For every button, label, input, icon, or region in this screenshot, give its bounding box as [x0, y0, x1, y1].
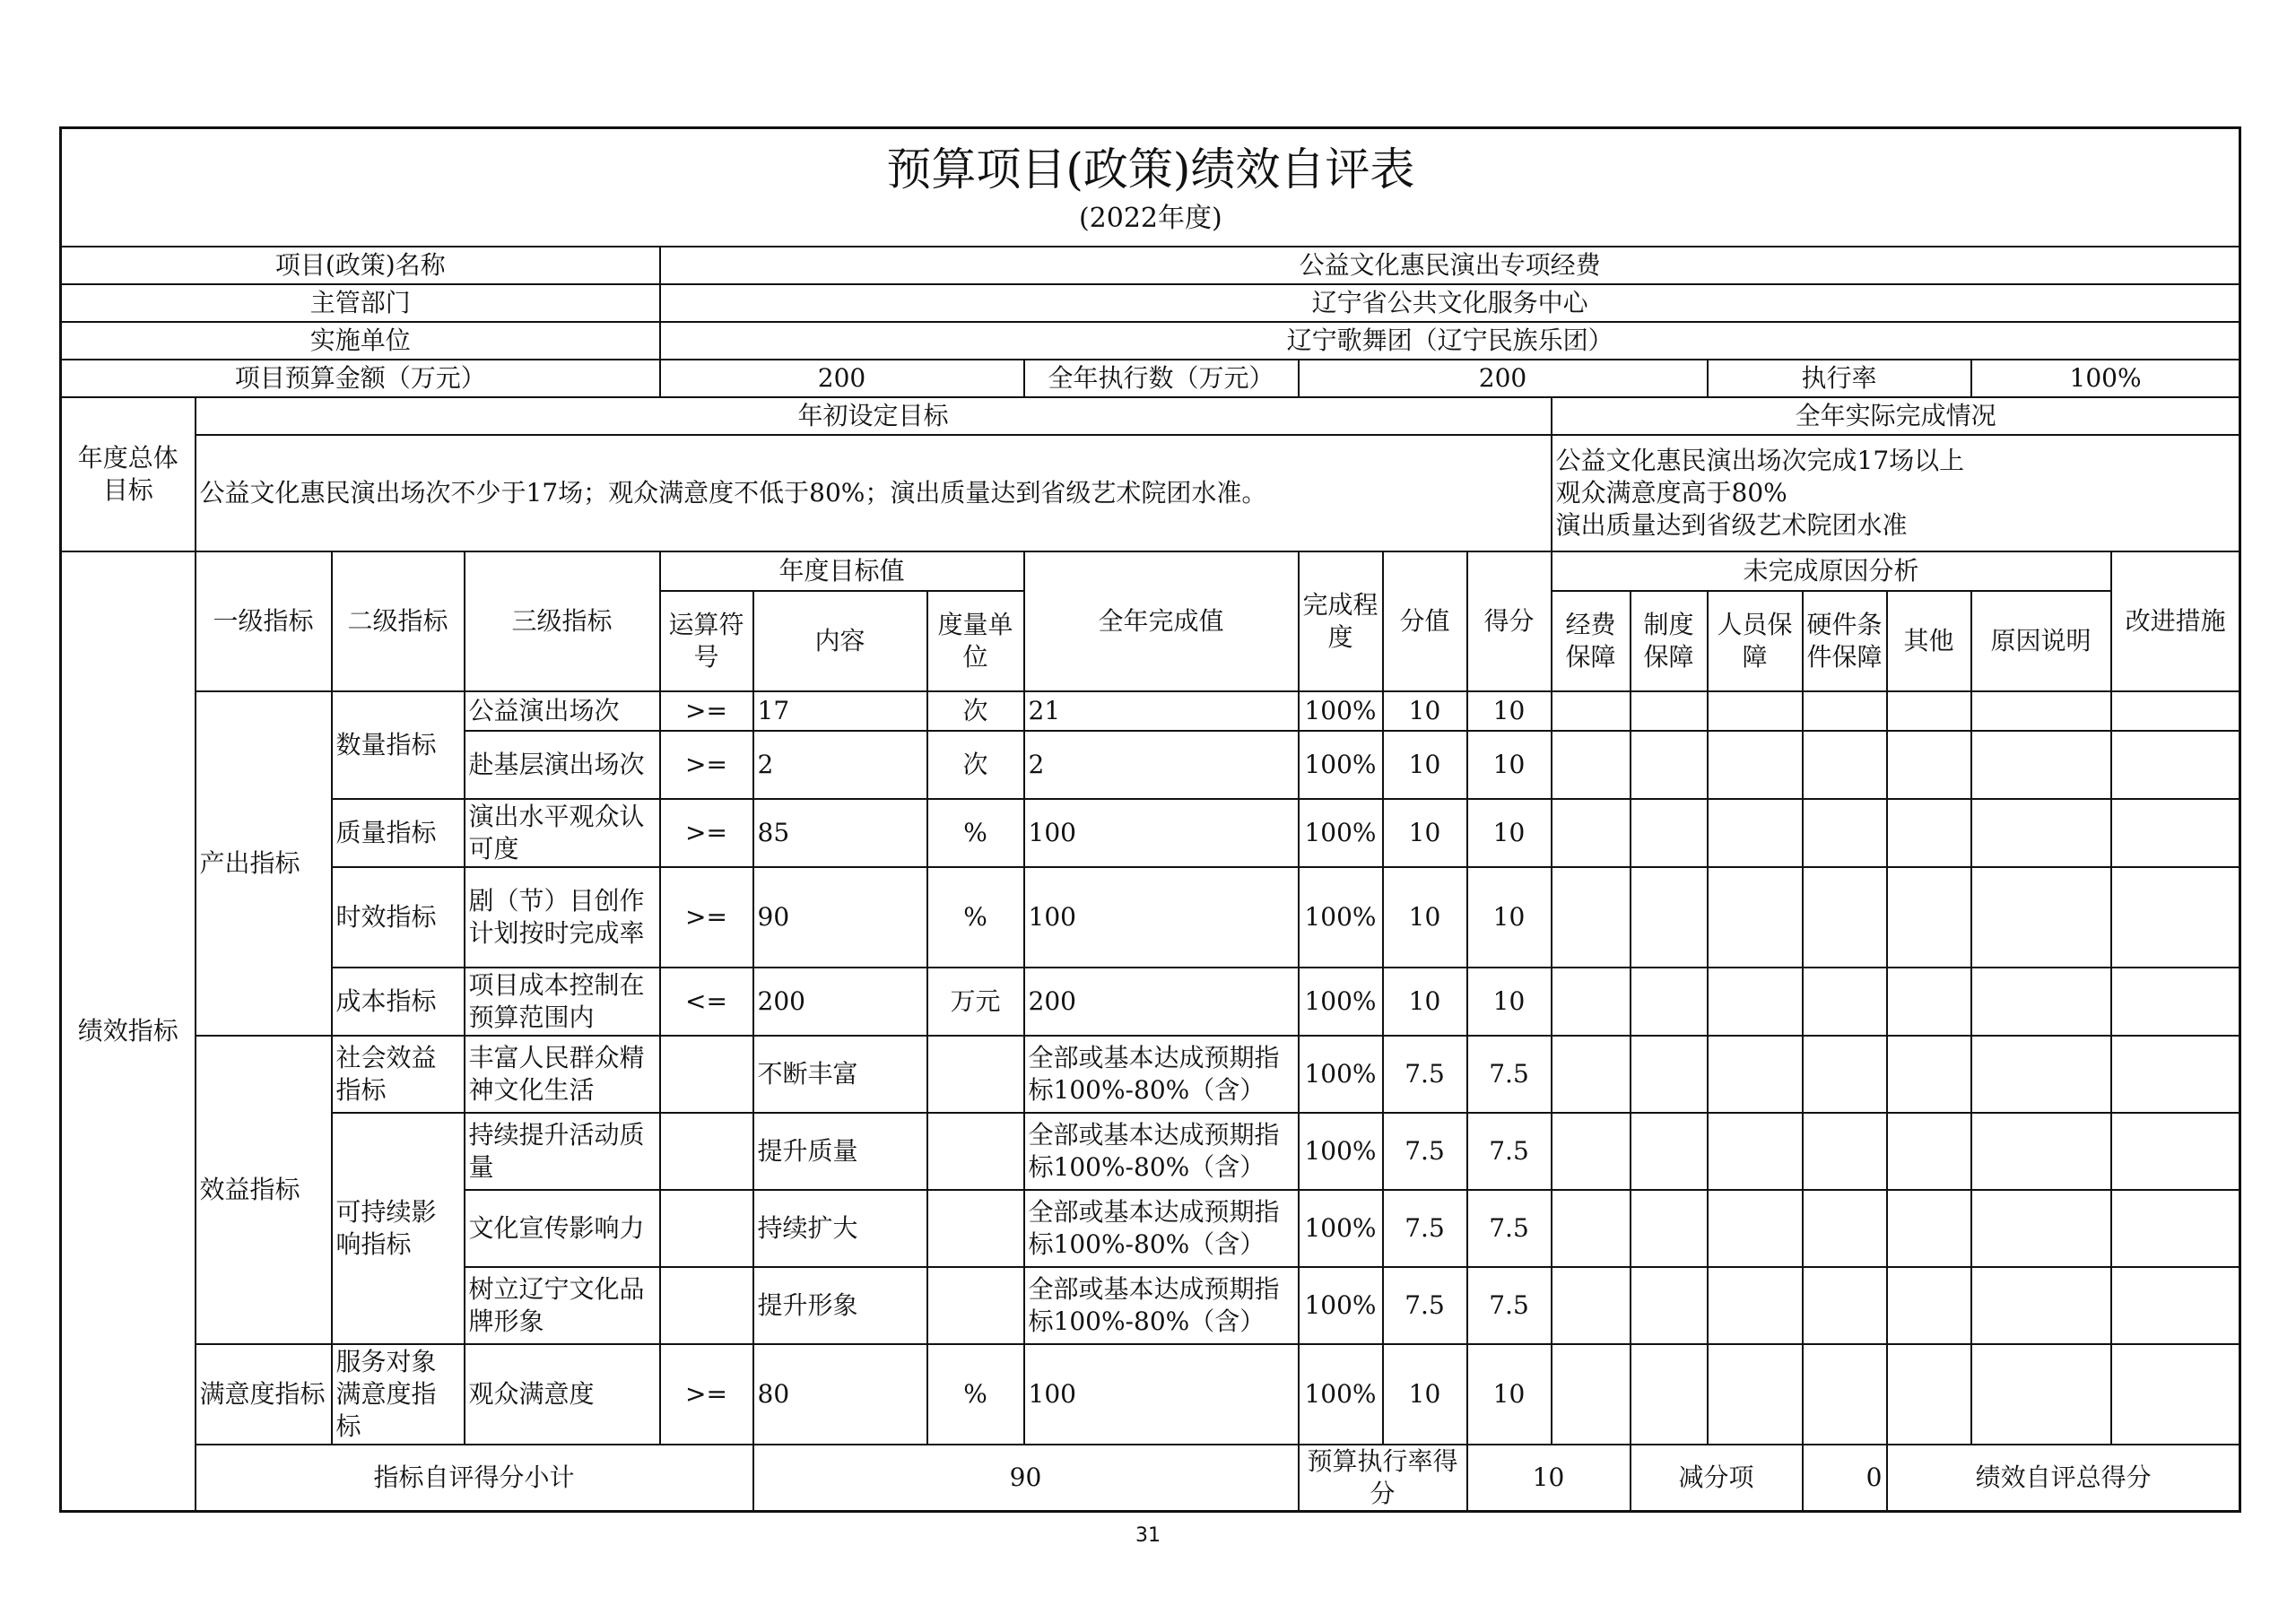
deduct-label: 减分项: [1631, 1445, 1803, 1512]
actual-goal-line: 观众满意度高于80%: [1555, 478, 1787, 508]
operator-cell: [660, 1036, 753, 1113]
page-title: 预算项目(政策)绩效自评表: [886, 143, 1415, 195]
actual-goal-label: 全年实际完成情况: [1552, 397, 2240, 435]
level2-cell: 成本指标: [332, 968, 465, 1036]
score-cell: 10: [1383, 691, 1467, 731]
level1-cell: 满意度指标: [196, 1344, 332, 1445]
got-cell: 10: [1467, 691, 1552, 731]
content-cell: 17: [753, 691, 927, 731]
executed-label: 全年执行数（万元）: [1024, 360, 1299, 397]
deduct-value: 0: [1803, 1445, 1887, 1512]
header-operator: 运算符号: [660, 591, 753, 691]
operator-cell: [660, 1190, 753, 1267]
actual-cell: 全部或基本达成预期指标100%-80%（含）: [1024, 1190, 1299, 1267]
dept-value: 辽宁省公共文化服务中心: [660, 284, 2240, 322]
got-cell: 7.5: [1467, 1036, 1552, 1113]
level2-cell: 社会效益指标: [332, 1036, 465, 1113]
content-cell: 200: [753, 968, 927, 1036]
score-cell: 7.5: [1383, 1190, 1467, 1267]
actual-cell: 2: [1024, 731, 1299, 799]
got-cell: 10: [1467, 1344, 1552, 1445]
content-cell: 85: [753, 799, 927, 867]
got-cell: 7.5: [1467, 1267, 1552, 1344]
actual-cell: 100: [1024, 799, 1299, 867]
got-cell: 7.5: [1467, 1113, 1552, 1190]
evaluation-table: [59, 126, 2241, 1513]
level3-cell: 丰富人民群众精神文化生活: [465, 1036, 660, 1113]
unit-cell: %: [927, 1344, 1024, 1445]
executed-value: 200: [1299, 360, 1708, 397]
header-reason-explain: 原因说明: [1971, 591, 2111, 691]
level2-cell: 可持续影响指标: [332, 1113, 465, 1344]
level3-cell: 树立辽宁文化品牌形象: [465, 1267, 660, 1344]
total-label: 绩效自评总得分: [1887, 1445, 2240, 1512]
page-number: 31: [1135, 1524, 1161, 1547]
level3-cell: 赴基层演出场次: [465, 731, 660, 799]
operator-cell: <=: [660, 968, 753, 1036]
level2-cell: 时效指标: [332, 867, 465, 968]
content-cell: 提升质量: [753, 1113, 927, 1190]
score-cell: 10: [1383, 968, 1467, 1036]
level1-cell: 效益指标: [196, 1036, 332, 1344]
content-cell: 不断丰富: [753, 1036, 927, 1113]
actual-cell: 全部或基本达成预期指标100%-80%（含）: [1024, 1267, 1299, 1344]
unit-cell: [927, 1113, 1024, 1190]
header-score: 分值: [1383, 551, 1467, 691]
got-cell: 10: [1467, 799, 1552, 867]
budget-score-value: 10: [1467, 1445, 1631, 1512]
completion-cell: 100%: [1299, 1036, 1383, 1113]
unit-cell: [927, 1267, 1024, 1344]
actual-cell: 100: [1024, 1344, 1299, 1445]
level3-cell: 公益演出场次: [465, 691, 660, 731]
score-cell: 10: [1383, 867, 1467, 968]
operator-cell: [660, 1113, 753, 1190]
header-actual: 全年完成值: [1024, 551, 1299, 691]
level3-cell: 观众满意度: [465, 1344, 660, 1445]
content-cell: 提升形象: [753, 1267, 927, 1344]
title-block: [61, 128, 2240, 247]
dept-label: 主管部门: [61, 284, 660, 322]
operator-cell: >=: [660, 731, 753, 799]
score-cell: 10: [1383, 799, 1467, 867]
got-cell: 10: [1467, 731, 1552, 799]
header-annual-target: 年度目标值: [660, 551, 1024, 591]
level2-cell: 服务对象满意度指标: [332, 1344, 465, 1445]
completion-cell: 100%: [1299, 799, 1383, 867]
rate-label: 执行率: [1708, 360, 1971, 397]
unit-cell: %: [927, 799, 1024, 867]
completion-cell: 100%: [1299, 1190, 1383, 1267]
level3-cell: 剧（节）目创作计划按时完成率: [465, 867, 660, 968]
unit-cell: [927, 1036, 1024, 1113]
header-reason-system: 制度保障: [1631, 591, 1708, 691]
content-cell: 90: [753, 867, 927, 968]
table-row: [61, 1036, 2240, 1113]
score-cell: 7.5: [1383, 1036, 1467, 1113]
level3-cell: 项目成本控制在预算范围内: [465, 968, 660, 1036]
completion-cell: 100%: [1299, 1267, 1383, 1344]
header-reason-hardware: 硬件条件保障: [1803, 591, 1887, 691]
table-row: [61, 968, 2240, 1036]
header-got: 得分: [1467, 551, 1552, 691]
level3-cell: 持续提升活动质量: [465, 1113, 660, 1190]
budget-value: 200: [660, 360, 1024, 397]
actual-cell: 100: [1024, 867, 1299, 968]
actual-cell: 200: [1024, 968, 1299, 1036]
header-content: 内容: [753, 591, 927, 691]
table-row: [61, 867, 2240, 968]
completion-cell: 100%: [1299, 1344, 1383, 1445]
project-name-label: 项目(政策)名称: [61, 247, 660, 284]
level3-cell: 演出水平观众认可度: [465, 799, 660, 867]
unit-cell: 万元: [927, 968, 1024, 1036]
level2-cell: 质量指标: [332, 799, 465, 867]
operator-cell: >=: [660, 1344, 753, 1445]
header-reason-group: 未完成原因分析: [1552, 551, 2111, 591]
table-row: [61, 799, 2240, 867]
score-cell: 7.5: [1383, 1267, 1467, 1344]
actual-cell: 全部或基本达成预期指标100%-80%（含）: [1024, 1113, 1299, 1190]
header-unit: 度量单位: [927, 591, 1024, 691]
header-improve: 改进措施: [2111, 551, 2240, 691]
got-cell: 10: [1467, 968, 1552, 1036]
score-cell: 7.5: [1383, 1113, 1467, 1190]
completion-cell: 100%: [1299, 691, 1383, 731]
score-cell: 10: [1383, 731, 1467, 799]
completion-cell: 100%: [1299, 968, 1383, 1036]
header-level3: 三级指标: [465, 551, 660, 691]
metrics-section-label: 绩效指标: [61, 551, 196, 1512]
level3-cell: 文化宣传影响力: [465, 1190, 660, 1267]
subtotal-label: 指标自评得分小计: [196, 1445, 753, 1512]
budget-label: 项目预算金额（万元）: [61, 360, 660, 397]
actual-goal-text: [1552, 435, 2240, 551]
level1-cell: 产出指标: [196, 691, 332, 1036]
actual-cell: 21: [1024, 691, 1299, 731]
budget-score-label: 预算执行率得分: [1299, 1445, 1467, 1512]
project-name-value: 公益文化惠民演出专项经费: [660, 247, 2240, 284]
initial-goal-text: 公益文化惠民演出场次不少于17场；观众满意度不低于80%；演出质量达到省级艺术院团水准。: [196, 435, 1552, 551]
actual-goal-line: 公益文化惠民演出场次完成17场以上: [1555, 446, 1965, 475]
subtotal-value: 90: [753, 1445, 1299, 1512]
table-row: [61, 1344, 2240, 1445]
goals-section-label: 年度总体目标: [61, 397, 196, 551]
completion-cell: 100%: [1299, 731, 1383, 799]
score-cell: 10: [1383, 1344, 1467, 1445]
got-cell: 10: [1467, 867, 1552, 968]
completion-cell: 100%: [1299, 1113, 1383, 1190]
evaluation-sheet: [59, 126, 2239, 1513]
content-cell: 80: [753, 1344, 927, 1445]
operator-cell: >=: [660, 867, 753, 968]
unit-cell: 次: [927, 691, 1024, 731]
content-cell: 2: [753, 731, 927, 799]
unit-cell: %: [927, 867, 1024, 968]
unit-cell: 次: [927, 731, 1024, 799]
operator-cell: >=: [660, 799, 753, 867]
header-reason-other: 其他: [1887, 591, 1971, 691]
actual-goal-line: 演出质量达到省级艺术院团水准: [1555, 510, 1908, 540]
year-label: (2022年度): [1078, 203, 1222, 234]
table-row: [61, 691, 2240, 731]
got-cell: 7.5: [1467, 1190, 1552, 1267]
table-row: [61, 1113, 2240, 1190]
header-level2: 二级指标: [332, 551, 465, 691]
unit-label: 实施单位: [61, 322, 660, 360]
content-cell: 持续扩大: [753, 1190, 927, 1267]
operator-cell: >=: [660, 691, 753, 731]
unit-value: 辽宁歌舞团（辽宁民族乐团）: [660, 322, 2240, 360]
operator-cell: [660, 1267, 753, 1344]
actual-cell: 全部或基本达成预期指标100%-80%（含）: [1024, 1036, 1299, 1113]
rate-value: 100%: [1971, 360, 2240, 397]
header-reason-funding: 经费保障: [1552, 591, 1631, 691]
header-completion: 完成程度: [1299, 551, 1383, 691]
header-level1: 一级指标: [196, 551, 332, 691]
header-reason-staff: 人员保障: [1708, 591, 1803, 691]
initial-goal-label: 年初设定目标: [196, 397, 1552, 435]
unit-cell: [927, 1190, 1024, 1267]
completion-cell: 100%: [1299, 867, 1383, 968]
level2-cell: 数量指标: [332, 691, 465, 799]
